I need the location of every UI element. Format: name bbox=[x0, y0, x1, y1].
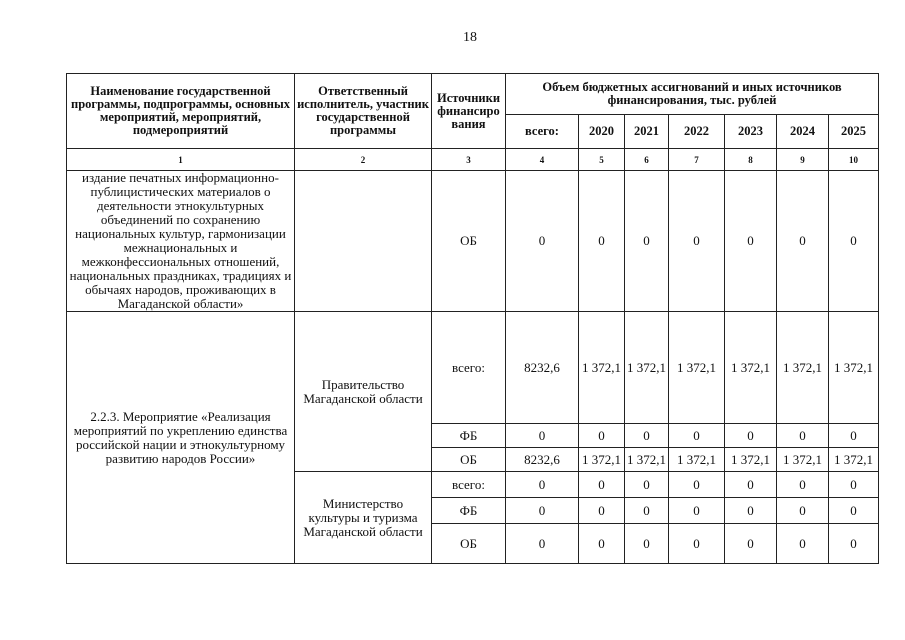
value-cell: 0 bbox=[829, 524, 879, 564]
value-cell: 1 372,1 bbox=[625, 448, 669, 472]
value-cell: 0 bbox=[579, 424, 625, 448]
funding-source: всего: bbox=[432, 312, 506, 424]
header-year: 2023 bbox=[725, 115, 777, 149]
funding-source: ФБ bbox=[432, 498, 506, 524]
value-cell: 1 372,1 bbox=[829, 448, 879, 472]
header-total: всего: bbox=[506, 115, 579, 149]
header-year: 2022 bbox=[669, 115, 725, 149]
value-cell: 0 bbox=[579, 524, 625, 564]
funding-source: ОБ bbox=[432, 171, 506, 312]
value-cell: 0 bbox=[725, 472, 777, 498]
value-cell: 1 372,1 bbox=[579, 312, 625, 424]
header-year: 2020 bbox=[579, 115, 625, 149]
value-cell: 0 bbox=[506, 472, 579, 498]
value-cell: 0 bbox=[579, 171, 625, 312]
value-cell: 0 bbox=[579, 472, 625, 498]
value-cell: 0 bbox=[777, 498, 829, 524]
value-cell: 0 bbox=[669, 472, 725, 498]
value-cell: 1 372,1 bbox=[829, 312, 879, 424]
value-cell: 0 bbox=[625, 498, 669, 524]
funding-source: ОБ bbox=[432, 524, 506, 564]
funding-source: ФБ bbox=[432, 424, 506, 448]
value-cell: 0 bbox=[625, 424, 669, 448]
value-cell: 0 bbox=[829, 498, 879, 524]
value-cell: 0 bbox=[829, 171, 879, 312]
value-cell: 0 bbox=[725, 171, 777, 312]
page-number: 18 bbox=[463, 30, 477, 45]
value-cell: 0 bbox=[669, 171, 725, 312]
column-number: 4 bbox=[506, 149, 579, 171]
value-cell: 0 bbox=[777, 424, 829, 448]
value-cell: 1 372,1 bbox=[725, 448, 777, 472]
value-cell: 1 372,1 bbox=[579, 448, 625, 472]
value-cell: 0 bbox=[669, 424, 725, 448]
value-cell: 1 372,1 bbox=[725, 312, 777, 424]
value-cell: 0 bbox=[579, 498, 625, 524]
header-year: 2021 bbox=[625, 115, 669, 149]
value-cell: 0 bbox=[506, 524, 579, 564]
column-number: 1 bbox=[67, 149, 295, 171]
value-cell: 0 bbox=[506, 498, 579, 524]
column-number: 5 bbox=[579, 149, 625, 171]
activity-name: 2.2.3. Мероприятие «Реализация мероприятий по укреплению единства российской нации и этнокультурному развитию народов России» bbox=[67, 312, 295, 564]
column-number: 10 bbox=[829, 149, 879, 171]
header-year: 2024 bbox=[777, 115, 829, 149]
activity-name: издание печатных информационно-публицистических материалов о деятельности этнокультурных объединений по сохранению национальных культур, гармонизации межнациональных и межконфессиональных отношений, национальных праздниках, традициях и обычаях народов, проживающих в Магаданской области» bbox=[67, 171, 295, 312]
executor-cell: Правительство Магаданской области bbox=[295, 312, 432, 472]
column-number: 2 bbox=[295, 149, 432, 171]
value-cell: 1 372,1 bbox=[669, 448, 725, 472]
value-cell: 8232,6 bbox=[506, 312, 579, 424]
funding-source: всего: bbox=[432, 472, 506, 498]
executor-cell bbox=[295, 171, 432, 312]
header-col-volume: Объем бюджетных ассигнований и иных источников финансирования, тыс. рублей bbox=[506, 74, 879, 115]
value-cell: 1 372,1 bbox=[777, 448, 829, 472]
table-row bbox=[67, 171, 879, 312]
executor-cell: Министерство культуры и туризма Магаданской области bbox=[295, 472, 432, 564]
value-cell: 1 372,1 bbox=[669, 312, 725, 424]
value-cell: 0 bbox=[506, 171, 579, 312]
value-cell: 0 bbox=[625, 524, 669, 564]
value-cell: 0 bbox=[669, 524, 725, 564]
value-cell: 1 372,1 bbox=[777, 312, 829, 424]
value-cell: 0 bbox=[725, 424, 777, 448]
value-cell: 0 bbox=[669, 498, 725, 524]
header-col-executor: Ответственный исполнитель, участник государственной программы bbox=[295, 74, 432, 149]
value-cell: 8232,6 bbox=[506, 448, 579, 472]
column-number: 6 bbox=[625, 149, 669, 171]
column-number: 9 bbox=[777, 149, 829, 171]
value-cell: 0 bbox=[625, 171, 669, 312]
column-numbers-row bbox=[67, 149, 879, 171]
header-col-name: Наименование государственной программы, подпрограммы, основных мероприятий, мероприятий, подмероприятий bbox=[67, 74, 295, 149]
value-cell: 0 bbox=[777, 524, 829, 564]
value-cell: 0 bbox=[829, 472, 879, 498]
budget-table bbox=[66, 73, 879, 564]
value-cell: 0 bbox=[777, 472, 829, 498]
column-number: 7 bbox=[669, 149, 725, 171]
header-row bbox=[67, 74, 879, 115]
funding-source: ОБ bbox=[432, 448, 506, 472]
column-number: 3 bbox=[432, 149, 506, 171]
value-cell: 0 bbox=[506, 424, 579, 448]
value-cell: 0 bbox=[777, 171, 829, 312]
value-cell: 0 bbox=[829, 424, 879, 448]
header-year: 2025 bbox=[829, 115, 879, 149]
value-cell: 0 bbox=[725, 498, 777, 524]
table-row bbox=[67, 312, 879, 424]
header-col-sources: Источники финансиро вания bbox=[432, 74, 506, 149]
value-cell: 0 bbox=[625, 472, 669, 498]
column-number: 8 bbox=[725, 149, 777, 171]
value-cell: 0 bbox=[725, 524, 777, 564]
value-cell: 1 372,1 bbox=[625, 312, 669, 424]
